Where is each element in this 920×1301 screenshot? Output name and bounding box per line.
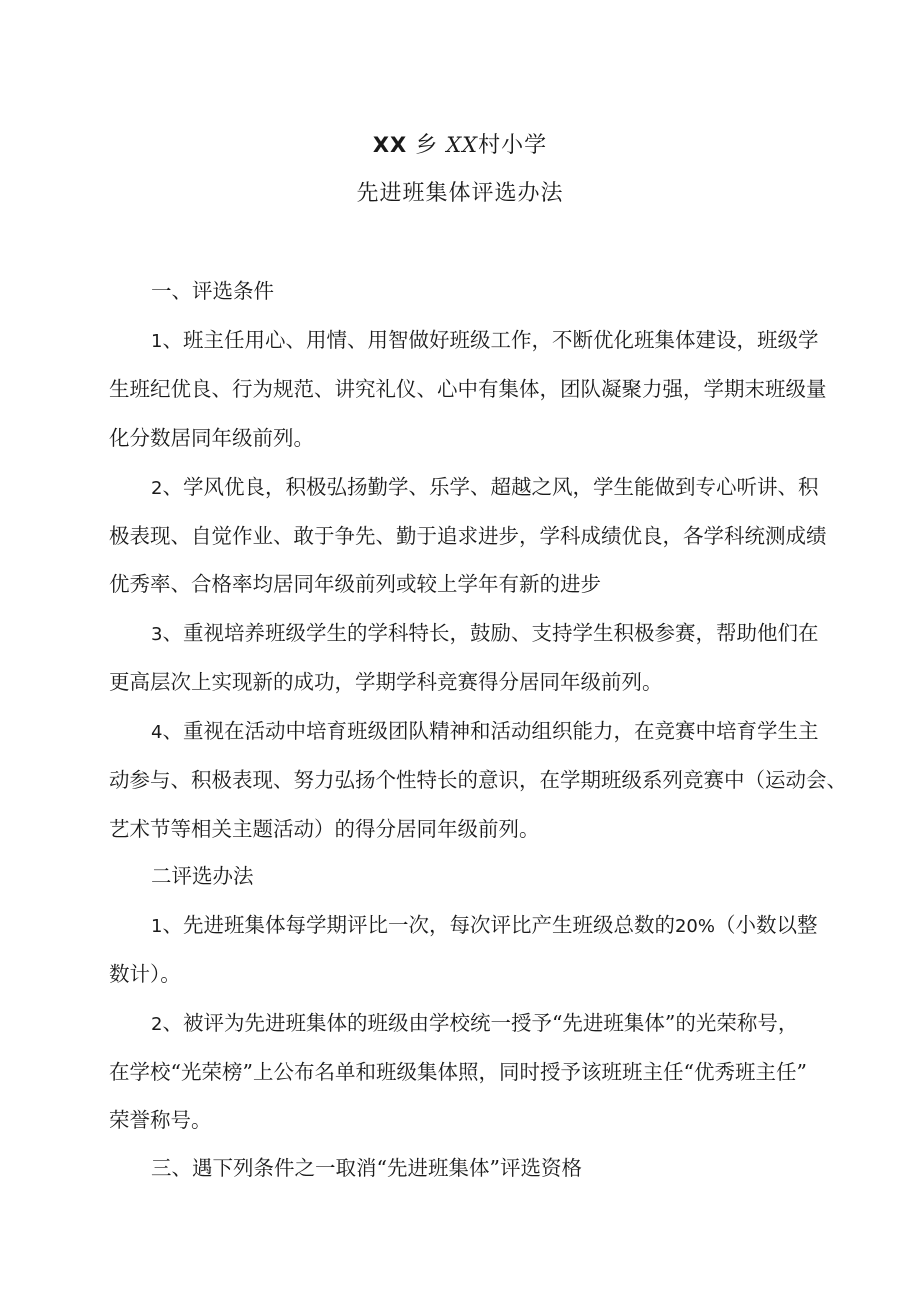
item-number: 1 bbox=[151, 331, 163, 352]
criteria-item-4-line-1 bbox=[151, 717, 818, 747]
criteria-item-1-line-3: 化分数居同年级前列。 bbox=[109, 426, 314, 450]
line-text-a: 、先进班集体每学期评比一次，每次评比产生班级总数的 bbox=[162, 913, 675, 937]
criteria-item-4-line-3: 艺术节等相关主题活动）的得分居同年级前列。 bbox=[109, 817, 540, 841]
method-item-2-line-1 bbox=[151, 1009, 798, 1039]
title-xx-bold: XX bbox=[372, 133, 408, 157]
criteria-item-3-line-2: 更高层次上实现新的成功，学期学科竞赛得分居同年级前列。 bbox=[109, 670, 663, 694]
method-item-2-line-2: 在学校“光荣榜”上公布名单和班级集体照，同时授予该班班主任“优秀班主任” bbox=[109, 1060, 807, 1084]
title-cun: 村小学 bbox=[478, 133, 548, 158]
criteria-item-2-line-2: 极表现、自觉作业、敢于争先、勤于追求进步，学科成绩优良，各学科统测成绩 bbox=[109, 524, 827, 548]
document-subtitle: 先进班集体评选办法 bbox=[356, 181, 564, 206]
item-number: 2 bbox=[151, 1014, 163, 1035]
item-number: 1 bbox=[151, 916, 163, 937]
title-xx-italic: XX bbox=[446, 133, 479, 157]
line-text: 、重视在活动中培育班级团队精神和活动组织能力，在竞赛中培育学生主 bbox=[162, 719, 819, 743]
line-text: 、被评为先进班集体的班级由学校统一授予“先进班集体”的光荣称号， bbox=[162, 1011, 799, 1035]
item-number: 2 bbox=[151, 478, 163, 499]
method-item-1-line-2: 数计）。 bbox=[109, 962, 181, 986]
item-number: 3 bbox=[151, 624, 163, 645]
title-xiang: 乡 bbox=[415, 133, 439, 158]
section-heading-disqualification: 三、遇下列条件之一取消“先进班集体”评选资格 bbox=[151, 1156, 582, 1180]
section-heading-method: 二评选办法 bbox=[151, 864, 254, 888]
criteria-item-1-line-1 bbox=[151, 326, 818, 356]
line-text: 、学风优良，积极弘扬勤学、乐学、超越之风，学生能做到专心听讲、积 bbox=[162, 475, 819, 499]
line-text: 、班主任用心、用情、用智做好班级工作，不断优化班集体建设，班级学 bbox=[162, 328, 819, 352]
percentage-value: 20% bbox=[674, 916, 715, 937]
item-number: 4 bbox=[151, 722, 163, 743]
criteria-item-2-line-3: 优秀率、合格率均居同年级前列或较上学年有新的进步 bbox=[109, 572, 601, 596]
criteria-item-4-line-2: 动参与、积极表现、努力弘扬个性特长的意识，在学期班级系列竞赛中（运动会、 bbox=[109, 768, 847, 792]
method-item-1-line-1 bbox=[151, 911, 817, 941]
section-heading-criteria: 一、评选条件 bbox=[151, 279, 274, 303]
line-text: 、重视培养班级学生的学科特长，鼓励、支持学生积极参赛，帮助他们在 bbox=[162, 621, 819, 645]
school-title bbox=[0, 130, 920, 161]
criteria-item-1-line-2: 生班纪优良、行为规范、讲究礼仪、心中有集体，团队凝聚力强，学期末班级量 bbox=[109, 377, 827, 401]
criteria-item-2-line-1 bbox=[151, 473, 818, 503]
criteria-item-3-line-1 bbox=[151, 619, 818, 649]
method-item-2-line-3: 荣誉称号。 bbox=[109, 1108, 212, 1132]
line-text-b: （小数以整 bbox=[714, 913, 818, 937]
